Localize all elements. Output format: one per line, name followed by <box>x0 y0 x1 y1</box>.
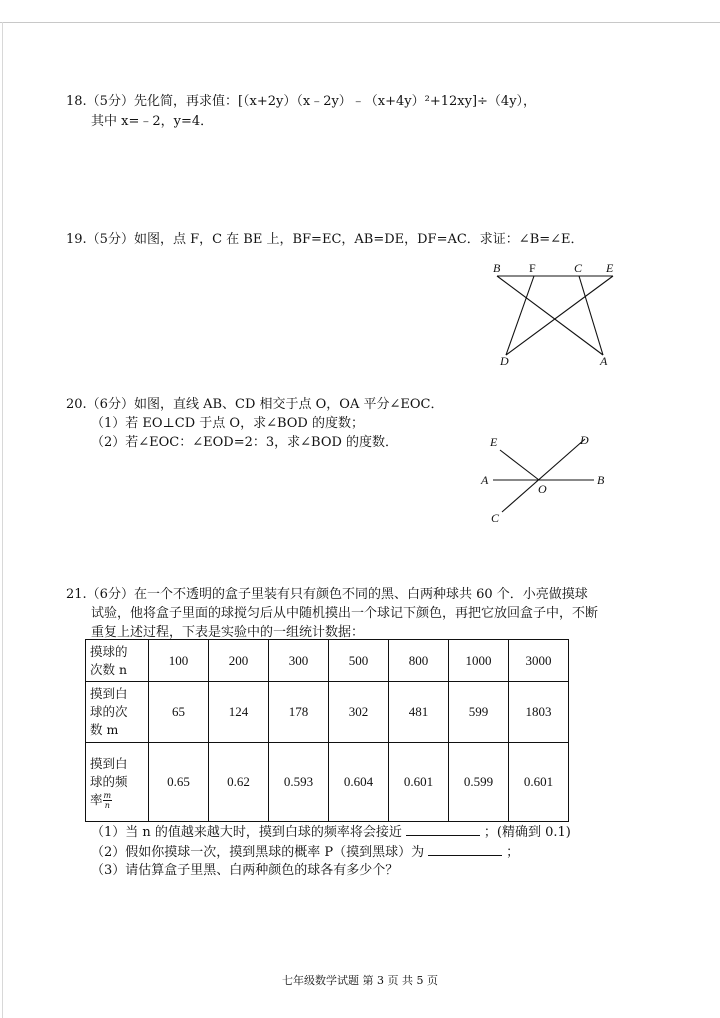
page-footer: 七年级数学试题 第 3 页 共 5 页 <box>282 974 438 987</box>
line-cd <box>502 439 585 512</box>
table-cell: 599 <box>449 682 509 743</box>
q21-sub3: （3）请估算盒子里黑、白两种颜色的球各有多少个？ <box>91 863 399 878</box>
segment-fd <box>506 276 534 355</box>
table-cell: 0.601 <box>389 743 449 822</box>
label-a: A <box>600 354 608 368</box>
page-left-border <box>2 22 3 1018</box>
label-d: D <box>580 433 589 447</box>
q21-sub2: （2）假如你摸球一次，摸到黑球的概率 P（摸到黑球）为 ； <box>91 845 520 860</box>
q20-figure <box>474 427 614 527</box>
table-cell: 300 <box>269 640 329 682</box>
segment-ca <box>579 276 603 355</box>
row-header-n: 摸球的 次数 n <box>86 640 149 682</box>
table-cell: 481 <box>389 682 449 743</box>
q18-line1: 18.（5分）先化简，再求值：[（x+2y）（x﹣2y）﹣（x+4y）²+12xy]÷（4y）， <box>66 94 537 109</box>
row-header-m: 摸到白 球的次 数 m <box>86 682 149 743</box>
q21-line1: 21.（6分）在一个不透明的盒子里装有只有颜色不同的黑、白两种球共 60 个．小亮做摸球 <box>66 587 588 602</box>
q21-sub1: （1）当 n 的值越来越大时，摸到白球的频率将会接近 ；(精确到 0.1) <box>91 825 571 840</box>
label-a: A <box>481 473 489 487</box>
q21-line3: 重复上述过程，下表是实验中的一组统计数据： <box>91 625 365 640</box>
table-cell: 0.62 <box>209 743 269 822</box>
q20-line1: 20.（6分）如图，直线 AB、CD 相交于点 O，OA 平分∠EOC． <box>66 397 444 412</box>
table-cell: 1803 <box>509 682 569 743</box>
table-cell: 65 <box>149 682 209 743</box>
label-c: C <box>491 511 500 525</box>
table-cell: 200 <box>209 640 269 682</box>
table-row-frequency <box>86 743 569 822</box>
row-header-frequency: 摸到白 球的频 率 $\frac{m}{n}$ <box>86 743 149 822</box>
ray-oe <box>500 450 539 480</box>
statistics-table <box>85 639 569 822</box>
label-e: E <box>490 435 498 449</box>
q19-figure <box>480 258 620 370</box>
label-c: C <box>574 261 583 275</box>
table-cell: 800 <box>389 640 449 682</box>
q18-line2: 其中 x=﹣2，y=4． <box>91 114 214 129</box>
label-b: B <box>597 473 605 487</box>
q20-line2: （1）若 EO⊥CD 于点 O，求∠BOD 的度数； <box>91 416 364 431</box>
q21-line2: 试验，他将盒子里面的球搅匀后从中随机摸出一个球记下颜色，再把它放回盒子中，不断 <box>91 606 599 621</box>
label-e: E <box>606 261 614 275</box>
table-cell: 1000 <box>449 640 509 682</box>
table-cell: 0.604 <box>329 743 389 822</box>
table-cell: 100 <box>149 640 209 682</box>
label-f: F <box>529 261 536 275</box>
table-cell: 3000 <box>509 640 569 682</box>
page-top-border <box>0 22 720 23</box>
label-b: B <box>493 261 501 275</box>
q20-line3: （2）若∠EOC：∠EOD=2：3，求∠BOD 的度数． <box>91 435 399 450</box>
table-cell: 0.65 <box>149 743 209 822</box>
answer-blank-2[interactable] <box>428 843 502 856</box>
table-row-n <box>86 640 569 682</box>
table-cell: 500 <box>329 640 389 682</box>
table-cell: 0.599 <box>449 743 509 822</box>
table-cell: 0.593 <box>269 743 329 822</box>
table-cell: 178 <box>269 682 329 743</box>
segment-ba <box>497 276 603 355</box>
label-d: D <box>500 354 509 368</box>
answer-blank-1[interactable] <box>406 823 480 836</box>
segment-ed <box>506 276 613 355</box>
label-o: O <box>538 482 547 496</box>
q19-line1: 19.（5分）如图，点 F，C 在 BE 上，BF=EC，AB=DE，DF=AC．求证：∠B=∠E． <box>66 232 584 247</box>
table-cell: 0.601 <box>509 743 569 822</box>
table-row-m <box>86 682 569 743</box>
table-cell: 124 <box>209 682 269 743</box>
table-cell: 302 <box>329 682 389 743</box>
fraction-m-over-n: $\frac{m}{n}$ <box>103 790 112 810</box>
